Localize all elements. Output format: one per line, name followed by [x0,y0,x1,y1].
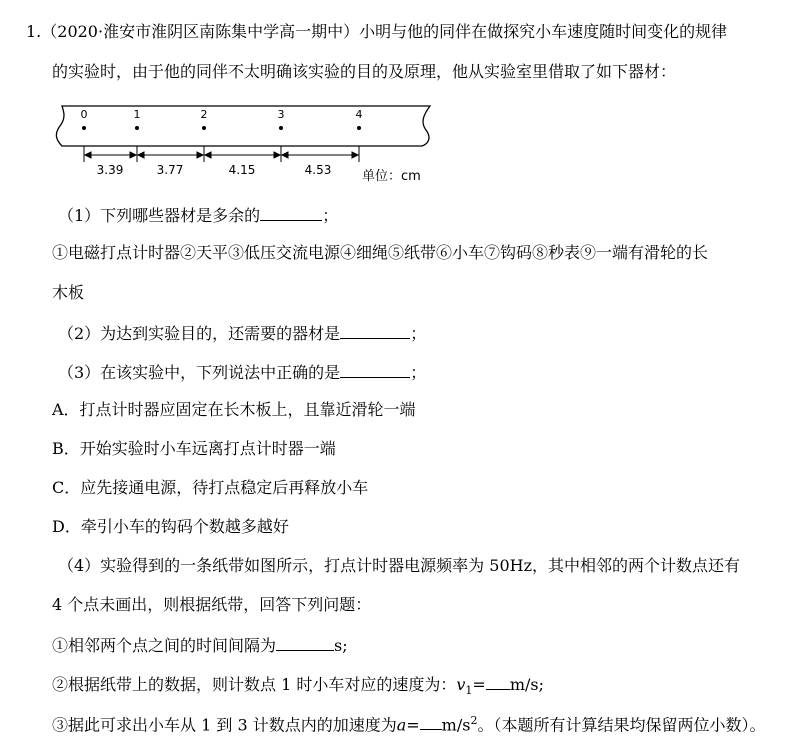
part4-q1-line [52,634,348,656]
part4-q2-var: v [456,675,466,694]
tape-dot-1 [135,126,139,130]
tape-label-1: 1 [133,108,141,121]
part4-q2-prompt: ②根据纸带上的数据，则计数点 1 时小车对应的速度为： [52,675,457,694]
question-number: 1. [26,22,42,41]
part2-answer-blank[interactable] [340,322,410,339]
part4-q2-line [52,673,544,701]
part1-list-line-2: 木板 [52,283,85,302]
part4-q1-unit: s; [334,636,348,655]
part4-intro-line-1: （4）实验得到的一条纸带如图所示，打点计时器电源频率为 50Hz，其中相邻的两个计数点还有 [58,556,741,575]
segment-3-4: 4.53 [304,163,332,177]
unit-label: 单位：cm [362,169,421,184]
part4-q1-prompt: ①相邻两个点之间的时间间隔为 [52,636,277,655]
segment-0-1: 3.39 [96,163,124,177]
question-intro-line-1 [26,22,727,42]
part4-q2-sub: 1 [465,684,473,698]
part3-line [58,361,426,383]
part1-end: ； [322,206,339,225]
tape-dot-4 [357,126,361,130]
part3-prompt: （3）在该实验中，下列说法中正确的是 [58,363,341,382]
part4-q3-line [52,711,765,735]
part1-prompt: （1）下列哪些器材是多余的 [58,206,261,225]
part2-prompt: （2）为达到实验目的，还需要的器材是 [58,324,341,343]
tape-label-3: 3 [277,108,285,121]
part4-q1-answer-blank[interactable] [276,634,334,651]
part3-end: ； [410,363,427,382]
tape-dot-0 [82,126,86,130]
part4-q3-unit: m/s [441,715,471,735]
part4-q2-eq: = [472,675,486,694]
tape-label-2: 2 [200,108,208,121]
part4-intro-line-2: 4 个点未画出，则根据纸带，回答下列问题： [52,595,372,614]
part2-end: ； [410,324,427,343]
part4-q3-prompt: ③据此可求出小车从 1 到 3 计数点内的加速度为 [52,715,397,735]
tape-outline [56,106,430,146]
question-intro-line-2: 的实验时，由于他的同伴不太明确该实验的目的及原理，他从实验室里借取了如下器材： [52,62,677,81]
part1-answer-blank[interactable] [260,204,322,221]
tape-label-0: 0 [80,108,88,121]
tape-dot-2 [202,126,206,130]
option-a: A．打点计时器应固定在长木板上，且靠近滑轮一端 [52,400,416,419]
option-d: D．牵引小车的钩码个数越多越好 [52,517,289,536]
part4-q3-answer-blank[interactable] [420,713,442,730]
part4-q2-answer-blank[interactable] [486,673,510,690]
part1-line [58,204,338,226]
part4-q3-eq: = [406,715,420,735]
part4-q3-tail: 。（本题所有计算结果均保留两位小数）。 [477,715,766,735]
option-b: B．开始实验时小车远离打点计时器一端 [52,439,336,458]
tape-dot-3 [279,126,283,130]
part4-q2-unit: m/s; [509,675,544,694]
paper-tape-figure [52,100,452,190]
part1-list-line-1: ①电磁打点计时器②天平③低压交流电源④细绳⑤纸带⑥小车⑦钩码⑧秒表⑨一端有滑轮的长 [52,243,709,262]
segment-2-3: 4.15 [228,163,256,177]
part2-line [58,322,426,344]
part4-q3-var: a [396,715,407,735]
question-intro-text-1: （2020·淮安市淮阴区南陈集中学高一期中）小明与他的同伴在做探究小车速度随时间变化的规律 [41,22,728,41]
tape-label-4: 4 [355,108,363,121]
option-c: C．应先接通电源，待打点稳定后再释放小车 [52,478,369,497]
part3-answer-blank[interactable] [340,361,410,378]
part4-q3-sup: 2 [470,714,478,727]
segment-1-2: 3.77 [156,163,184,177]
